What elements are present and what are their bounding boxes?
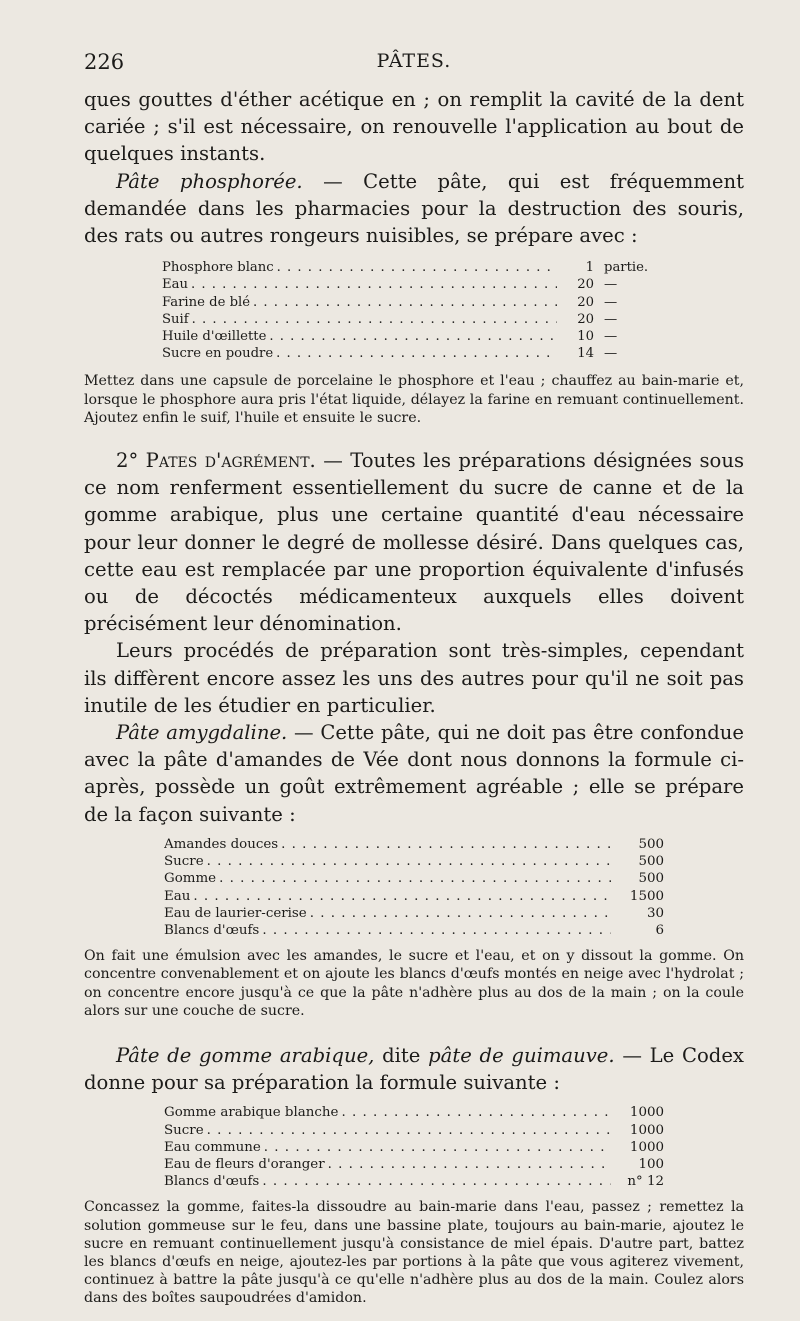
agrement-paragraph (84, 447, 744, 637)
procedes-paragraph: Leurs procédés de préparation sont très-simples, cependant ils diffèrent encore assez les uns des autres pour qu'il ne soit pas inutile de les étudier en particulier. (84, 639, 744, 717)
amygdaline-paragraph (84, 719, 744, 828)
amygdaline-recipe (164, 836, 664, 939)
recipe-row: Amandes douces . . . 500 (164, 836, 664, 853)
recipe-row: Blancs d'œufs . . . n° 12 (164, 1173, 664, 1190)
phosphoree-paragraph (84, 168, 744, 250)
page-header (84, 50, 744, 80)
phosphoree-title: Pâte phosphorée. (116, 169, 303, 193)
running-title: PÂTES. (376, 50, 452, 72)
recipe-row: Eau commune . . . 1000 (164, 1139, 664, 1156)
amygdaline-intro: — Cette pâte, qui ne doit pas être confondue avec la pâte d'amandes de Vée dont nous donnons la formule ci-après, possède un goût extrêmement agréable ; elle se prépare de la façon suivante : (84, 721, 744, 826)
paragraph-continuation: ques gouttes d'éther acétique en ; on remplit la cavité de la dent cariée ; s'il est nécessaire, on renouvelle l'application au bout de quelques instants. (84, 88, 744, 166)
recipe-row: Sucre . . . 1000 (164, 1122, 664, 1139)
recipe-row: Gomme . . . 500 (164, 870, 664, 887)
gomme-mid: dite (374, 1043, 429, 1067)
gomme-title: Pâte de gomme arabique, (116, 1043, 375, 1067)
recipe-row: Eau . . . 1500 (164, 888, 664, 905)
gomme-title-2: pâte de guimauve. (428, 1043, 615, 1067)
gomme-intro: — Le Codex donne pour sa préparation la formule suivante : (84, 1043, 744, 1095)
phosphoree-note: Mettez dans une capsule de porcelaine le phosphore et l'eau ; chauffez au bain-marie et, lorsque le phosphore aura pris l'état liquide, délayez la farine en remuant continuellement. Ajoutez enfin le suif, l'huile et ensuite le sucre. (84, 373, 744, 426)
recipe-row: Huile d'œillette . . . 10 — (162, 328, 662, 345)
page-body (84, 86, 744, 1308)
gomme-recipe (164, 1104, 664, 1190)
recipe-row: Sucre en poudre . . . 14 — (162, 345, 662, 362)
recipe-row: Gomme arabique blanche . . . 1000 (164, 1104, 664, 1121)
phosphoree-intro: — Cette pâte, qui est fréquemment demandée dans les pharmacies pour la destruction des souris, des rats ou autres rongeurs nuisibles, se prépare avec : (84, 169, 744, 248)
amygdaline-title: Pâte amygdaline. (116, 721, 288, 745)
agrement-text: — Toutes les préparations désignées sous ce nom renferment essentiellement du sucre de canne et de la gomme arabique, plus une certaine quantité d'eau nécessaire pour leur donner le degré de mollesse désiré. Dans quelques cas, cette eau est remplacée par une proportion équivalente d'infusés ou de décoctés médicamenteux auxquels elles doivent précisément leur dénomination. (84, 449, 745, 636)
recipe-row: Blancs d'œufs . . . 6 (164, 922, 664, 939)
gomme-paragraph (84, 1042, 744, 1096)
recipe-row: Eau . . . 20 — (162, 276, 662, 293)
recipe-row: Eau de fleurs d'oranger . . . 100 (164, 1156, 664, 1173)
recipe-row: Phosphore blanc . . . 1 partie. (162, 259, 662, 276)
gomme-note: Concassez la gomme, faites-la dissoudre au bain-marie dans l'eau, passez ; remettez la solution gommeuse sur le feu, dans une bassine plate, toujours au bain-marie, ajoutez le sucre en remuant continuellement jusqu'à consistance de miel épais. D'autre part, battez les blancs d'œufs en neige, ajoutez-les par portions à la pâte que vous agiterez vivement, continuez à battre la pâte jusqu'à ce qu'elle n'adhère plus au dos de la main. Coulez alors dans des boîtes saupoudrées d'amidon. (84, 1199, 744, 1307)
recipe-row: Sucre . . . 500 (164, 853, 664, 870)
agrement-heading: 2° Pates d'agrément. (116, 449, 316, 473)
page-number: 226 (84, 50, 125, 74)
phosphoree-recipe (162, 259, 662, 362)
recipe-row: Eau de laurier-cerise . . . 30 (164, 905, 664, 922)
amygdaline-note: On fait une émulsion avec les amandes, le sucre et l'eau, et on y dissout la gomme. On concentre convenablement et on ajoute les blancs d'œufs montés en neige avec l'hydrolat ; on concentre encore jusqu'à ce que la pâte n'adhère plus au dos de la main ; on la coule alors sur une couche de sucre. (84, 948, 744, 1019)
recipe-row: Suif . . . 20 — (162, 311, 662, 328)
recipe-row: Farine de blé . . . 20 — (162, 294, 662, 311)
